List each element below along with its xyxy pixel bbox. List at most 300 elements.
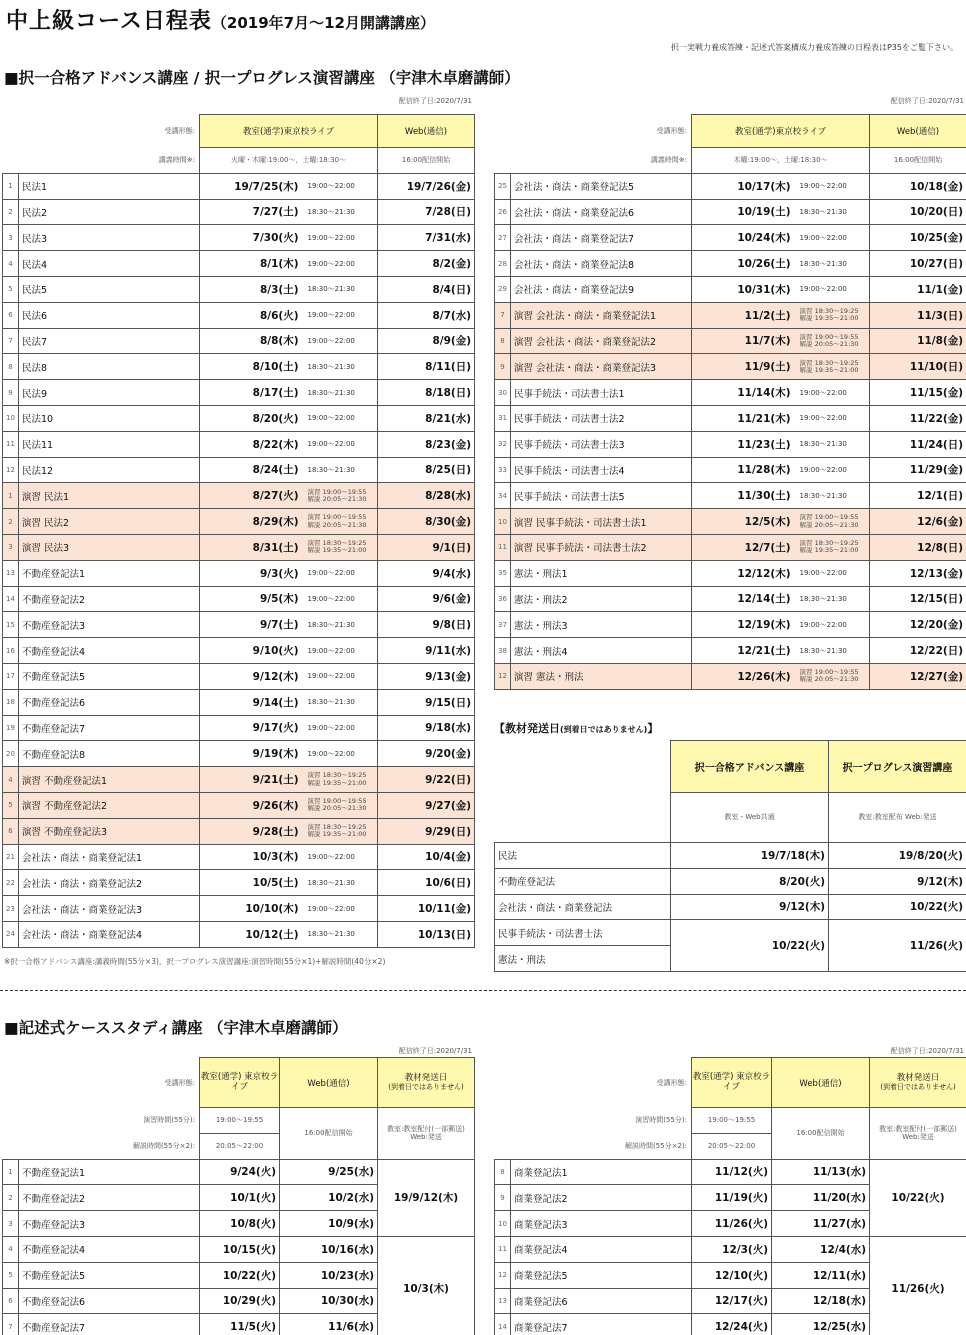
class-date: 11/14(木) <box>692 380 794 406</box>
class-time: 演習 18:30～19:25 解説 19:35～21:00 <box>794 354 870 380</box>
lecture-name: 憲法・刑法1 <box>511 560 692 586</box>
dist-end-right: 配信終了日:2020/7/31 <box>890 97 964 105</box>
row-number: 4 <box>3 1236 19 1262</box>
class-time: 18:30～21:30 <box>302 380 378 406</box>
table-row <box>3 560 475 586</box>
class-time: 19:00～22:00 <box>302 715 378 741</box>
class-date: 7/27(土) <box>200 199 302 225</box>
class-time: 18:30～21:30 <box>302 457 378 483</box>
lecture-name: 演習 会社法・商法・商業登記法3 <box>511 354 692 380</box>
class-date: 11/2(土) <box>692 302 794 328</box>
table-row <box>3 534 475 560</box>
row-number: 29 <box>495 276 511 302</box>
web-date: 8/2(金) <box>378 251 475 277</box>
row-number: 9 <box>3 380 19 406</box>
class-date: 12/3(火) <box>692 1236 772 1262</box>
row-number: 3 <box>3 1211 19 1237</box>
table-row <box>495 483 966 509</box>
table-row <box>495 405 966 431</box>
web-date: 8/28(水) <box>378 483 475 509</box>
class-date: 8/8(木) <box>200 328 302 354</box>
web-date: 12/18(水) <box>772 1288 870 1314</box>
section2-heading: ■記述式ケーススタディ講座 （宇津木卓磨講師） <box>4 1019 348 1037</box>
label-time: 講義時間※: <box>511 148 692 174</box>
web-date: 8/11(日) <box>378 354 475 380</box>
mat-col2: 択一プログレス演習講座 <box>829 741 966 793</box>
table-row <box>3 302 475 328</box>
class-time: 18:30～21:30 <box>794 251 870 277</box>
col-class-header: 教室(通学)東京校ライブ <box>200 115 378 148</box>
row-number: 14 <box>495 1314 511 1335</box>
web-date: 8/30(金) <box>378 509 475 535</box>
class-date: 12/24(火) <box>692 1314 772 1335</box>
web-date: 11/6(水) <box>280 1314 378 1335</box>
class-time: 18:30～21:30 <box>302 612 378 638</box>
class-date: 10/3(木) <box>200 844 302 870</box>
class-date: 9/12(木) <box>200 663 302 689</box>
row-number: 16 <box>3 638 19 664</box>
table-row <box>3 689 475 715</box>
table-row <box>3 225 475 251</box>
col-web-header: Web(通信) <box>870 115 966 148</box>
table-row <box>495 638 966 664</box>
row-number: 19 <box>3 715 19 741</box>
col-web-header: Web(通信) <box>378 115 475 148</box>
class-time: 19:00～22:00 <box>302 173 378 199</box>
web-date: 8/21(水) <box>378 405 475 431</box>
table-row <box>3 457 475 483</box>
col-mat-header: 教材発送日 (到着日ではありません) <box>378 1058 475 1108</box>
lecture-name: 民事手続法・司法書士法2 <box>511 405 692 431</box>
table-row <box>495 173 966 199</box>
table-row <box>3 328 475 354</box>
class-date: 9/14(土) <box>200 689 302 715</box>
table-row <box>3 483 475 509</box>
row-number: 9 <box>495 354 511 380</box>
class-time: 木曜:19:00～，土曜:18:30～ <box>692 148 870 174</box>
lecture-name: 民法3 <box>19 225 200 251</box>
web-date: 10/23(水) <box>280 1262 378 1288</box>
lecture-name: 演習 民法1 <box>19 483 200 509</box>
class-time: 19:00～22:00 <box>302 405 378 431</box>
table-row <box>495 199 966 225</box>
row-number: 23 <box>3 896 19 922</box>
class-time: 18:30～21:30 <box>794 638 870 664</box>
web-date: 19/7/26(金) <box>378 173 475 199</box>
class-time: 演習 18:30～19:25 解説 19:35～21:00 <box>302 767 378 793</box>
lecture-name: 会社法・商法・商業登記法9 <box>511 276 692 302</box>
class-time: 18:30～21:30 <box>794 431 870 457</box>
row-number: 30 <box>495 380 511 406</box>
class-time: 演習 18:30～19:25 解説 19:35～21:00 <box>794 302 870 328</box>
lecture-name: 不動産登記法1 <box>19 1159 200 1185</box>
web-date: 10/18(金) <box>870 173 966 199</box>
row-number: 37 <box>495 612 511 638</box>
class-date: 9/28(土) <box>200 818 302 844</box>
row-number: 25 <box>495 173 511 199</box>
web-date: 10/25(金) <box>870 225 966 251</box>
lecture-name: 民法11 <box>19 431 200 457</box>
class-date: 10/26(土) <box>692 251 794 277</box>
col-class-header: 教室(通学) 東京校ライブ <box>200 1058 280 1108</box>
class-date: 11/23(土) <box>692 431 794 457</box>
row-number: 27 <box>495 225 511 251</box>
row-number: 10 <box>3 405 19 431</box>
lecture-name: 商業登記法2 <box>511 1185 692 1211</box>
class-date: 8/6(火) <box>200 302 302 328</box>
class-date: 11/28(木) <box>692 457 794 483</box>
lecture-name: 商業登記法7 <box>511 1314 692 1335</box>
class-time: 18:30～21:30 <box>302 689 378 715</box>
lecture-name: 会社法・商法・商業登記法4 <box>19 921 200 947</box>
mat-row-name: 憲法・刑法 <box>495 946 671 972</box>
class-time: 18:30～21:30 <box>302 276 378 302</box>
web-date: 12/8(日) <box>870 534 966 560</box>
class-time: 演習 19:00～19:55 解説 20:05～21:30 <box>302 483 378 509</box>
row-number: 5 <box>3 792 19 818</box>
class-time: 演習 19:00～19:55 解説 20:05～21:30 <box>794 509 870 535</box>
lecture-name: 演習 憲法・刑法 <box>511 663 692 689</box>
table-row <box>495 328 966 354</box>
class-date: 9/21(土) <box>200 767 302 793</box>
web-date: 9/20(金) <box>378 741 475 767</box>
lecture-name: 会社法・商法・商業登記法5 <box>511 173 692 199</box>
lecture-name: 民事手続法・司法書士法3 <box>511 431 692 457</box>
class-time: 演習 19:00～19:55 解説 20:05～21:30 <box>302 509 378 535</box>
lecture-name: 商業登記法5 <box>511 1262 692 1288</box>
row-number: 3 <box>3 225 19 251</box>
material-date: 19/9/12(木) <box>378 1159 475 1236</box>
table-row <box>3 1236 475 1262</box>
web-date: 11/8(金) <box>870 328 966 354</box>
class-time: 19:00～22:00 <box>794 173 870 199</box>
class-time: 演習 19:00～19:55 解説 20:05～21:30 <box>302 792 378 818</box>
table-row <box>3 870 475 896</box>
lecture-name: 民法9 <box>19 380 200 406</box>
row-number: 7 <box>495 302 511 328</box>
class-date: 19/7/25(木) <box>200 173 302 199</box>
row-number: 14 <box>3 586 19 612</box>
web-date: 12/13(金) <box>870 560 966 586</box>
table-row <box>3 715 475 741</box>
class-time: 19:00～22:00 <box>794 560 870 586</box>
row-number: 8 <box>495 1159 511 1185</box>
class-date: 8/22(木) <box>200 431 302 457</box>
class-time: 19:00～22:00 <box>794 405 870 431</box>
col-class-header: 教室(通学)東京校ライブ <box>692 115 870 148</box>
case-study-table-right: 受講形態: 教室(通学) 東京校ライブ Web(通信) 教材発送日 (到着日ではありません) 演習時間(55分): 19:00～19:55 16:00配信開始 教室:教室配付(一部郵送) Web:発送 解説時間(55分×2): 20:05～22:00 8 商業登記法1 11/12(火) 11/13(水) 10/22(火) 9 商業登記法2 11/19(火) 11/20(水) 10 商業登記法3 11/26(火) 11/27(水) 11 商業登記法4 12/3(火) 12/4(水) 11/26(火) 12 商業登記法5 12/10(火) 12/11(水) 13 商業登記法6 12/17(火) 12/18(水) 14 商業登記法7 12/24(火) 12/25(水) <box>494 1057 966 1335</box>
class-time: 19:00～22:00 <box>302 586 378 612</box>
col-web-header: Web(通信) <box>280 1058 378 1108</box>
class-date: 11/5(火) <box>200 1314 280 1335</box>
row-number: 33 <box>495 457 511 483</box>
lecture-name: 商業登記法1 <box>511 1159 692 1185</box>
lecture-name: 民法4 <box>19 251 200 277</box>
class-time: 19:00～22:00 <box>794 612 870 638</box>
class-date: 10/10(木) <box>200 896 302 922</box>
lecture-name: 民事手続法・司法書士法4 <box>511 457 692 483</box>
lecture-name: 憲法・刑法3 <box>511 612 692 638</box>
class-date: 10/15(火) <box>200 1236 280 1262</box>
class-date: 11/19(火) <box>692 1185 772 1211</box>
class-date: 9/5(木) <box>200 586 302 612</box>
lecture-name: 民法2 <box>19 199 200 225</box>
row-number: 10 <box>495 509 511 535</box>
lecture-name: 商業登記法6 <box>511 1288 692 1314</box>
class-date: 8/17(土) <box>200 380 302 406</box>
table-row <box>495 663 966 689</box>
lecture-name: 会社法・商法・商業登記法8 <box>511 251 692 277</box>
lecture-name: 演習 民法2 <box>19 509 200 535</box>
table-row <box>495 1236 966 1262</box>
row-number: 1 <box>3 173 19 199</box>
class-time: 19:00～22:00 <box>302 844 378 870</box>
web-date: 12/22(日) <box>870 638 966 664</box>
class-date: 9/3(火) <box>200 560 302 586</box>
class-time: 19:00～22:00 <box>302 638 378 664</box>
mat-col1-sub: 教室・Web共通 <box>671 793 829 843</box>
lecture-name: 演習 不動産登記法1 <box>19 767 200 793</box>
row-number: 13 <box>495 1288 511 1314</box>
table-row <box>3 638 475 664</box>
lecture-name: 演習 民事手続法・司法書士法2 <box>511 534 692 560</box>
row-number: 8 <box>3 354 19 380</box>
web-date: 10/9(水) <box>280 1211 378 1237</box>
class-time: 19:00～22:00 <box>302 560 378 586</box>
row-number: 32 <box>495 431 511 457</box>
class-date: 8/27(火) <box>200 483 302 509</box>
row-number: 21 <box>3 844 19 870</box>
dist-end-right: 配信終了日:2020/7/31 <box>890 1047 964 1055</box>
web-date: 8/25(日) <box>378 457 475 483</box>
web-date: 8/4(日) <box>378 276 475 302</box>
lecture-name: 不動産登記法3 <box>19 1211 200 1237</box>
web-date: 9/8(日) <box>378 612 475 638</box>
web-date: 10/16(水) <box>280 1236 378 1262</box>
table-row <box>3 792 475 818</box>
class-date: 9/26(木) <box>200 792 302 818</box>
class-date: 9/24(火) <box>200 1159 280 1185</box>
lecture-name: 不動産登記法7 <box>19 715 200 741</box>
web-date: 11/24(日) <box>870 431 966 457</box>
class-time: 19:00～22:00 <box>794 225 870 251</box>
class-time: 演習 19:00～19:55 解説 20:05～21:30 <box>794 663 870 689</box>
page-title: 中上級コース日程表（2019年7月～12月開講講座） <box>6 9 435 34</box>
row-number: 24 <box>3 921 19 947</box>
class-date: 11/7(木) <box>692 328 794 354</box>
class-date: 8/24(土) <box>200 457 302 483</box>
class-date: 10/31(木) <box>692 276 794 302</box>
materials-table: 択一合格アドバンス講座 択一プログレス演習講座 教室・Web共通 教室:教室配布 Web:発送 民法 19/7/18(木) 19/8/20(火) 不動産登記法 8/20(火) 9/12(木) 会社法・商法・商業登記法 9/12(木) 10/22(火) 民事手続法・司法書士法 10/22(火) 11/26(火) 憲法・刑法 <box>494 740 966 972</box>
web-date: 11/10(日) <box>870 354 966 380</box>
web-date: 12/20(金) <box>870 612 966 638</box>
web-date: 9/13(金) <box>378 663 475 689</box>
class-date: 8/3(土) <box>200 276 302 302</box>
class-time: 19:00～22:00 <box>794 276 870 302</box>
lecture-name: 演習 不動産登記法2 <box>19 792 200 818</box>
table-row <box>3 354 475 380</box>
row-number: 8 <box>495 328 511 354</box>
class-time: 火曜・木曜:19:00～，土曜:18:30～ <box>200 148 378 174</box>
lecture-name: 演習 民法3 <box>19 534 200 560</box>
table-row <box>3 405 475 431</box>
table-row <box>495 534 966 560</box>
mat-col1: 択一合格アドバンス講座 <box>671 741 829 793</box>
class-date: 11/9(土) <box>692 354 794 380</box>
lecture-name: 商業登記法4 <box>511 1236 692 1262</box>
web-date: 12/25(水) <box>772 1314 870 1335</box>
row-number: 12 <box>495 1262 511 1288</box>
web-date: 9/15(日) <box>378 689 475 715</box>
schedule-table-right <box>494 114 966 690</box>
class-date: 10/24(木) <box>692 225 794 251</box>
class-date: 12/12(木) <box>692 560 794 586</box>
lecture-name: 民法7 <box>19 328 200 354</box>
class-date: 10/19(土) <box>692 199 794 225</box>
web-date: 11/20(水) <box>772 1185 870 1211</box>
lecture-name: 民法6 <box>19 302 200 328</box>
material-date: 10/3(木) <box>378 1236 475 1335</box>
class-time: 19:00～22:00 <box>302 302 378 328</box>
class-time: 19:00～22:00 <box>302 896 378 922</box>
web-date: 12/4(水) <box>772 1236 870 1262</box>
row-number: 6 <box>3 818 19 844</box>
class-date: 8/20(火) <box>200 405 302 431</box>
table-row <box>3 199 475 225</box>
row-number: 7 <box>3 328 19 354</box>
class-date: 8/10(土) <box>200 354 302 380</box>
lecture-name: 民法1 <box>19 173 200 199</box>
web-date: 10/2(水) <box>280 1185 378 1211</box>
table-row <box>495 276 966 302</box>
class-date: 11/30(土) <box>692 483 794 509</box>
lecture-name: 演習 不動産登記法3 <box>19 818 200 844</box>
mat-col2-sub: 教室:教室配布 Web:発送 <box>829 793 966 843</box>
class-date: 12/19(木) <box>692 612 794 638</box>
row-number: 22 <box>3 870 19 896</box>
class-time: 18:30～21:30 <box>794 586 870 612</box>
class-date: 10/5(土) <box>200 870 302 896</box>
row-number: 26 <box>495 199 511 225</box>
table-row <box>3 431 475 457</box>
class-time: 19:00～22:00 <box>302 431 378 457</box>
dist-end-left: 配信終了日:2020/7/31 <box>398 1047 472 1055</box>
schedule-table-left <box>2 114 475 948</box>
web-date: 9/18(水) <box>378 715 475 741</box>
case-study-table-left: 受講形態: 教室(通学) 東京校ライブ Web(通信) 教材発送日 (到着日ではありません) 演習時間(55分): 19:00～19:55 16:00配信開始 教室:教室配付(一部郵送) Web:発送 解説時間(55分×2): 20:05～22:00 1 不動産登記法1 9/24(火) 9/25(水) 19/9/12(木) 2 不動産登記法2 10/1(火) 10/2(水) 3 不動産登記法3 10/8(火) 10/9(水) 4 不動産登記法4 10/15(火) 10/16(水) 10/3(木) 5 不動産登記法5 10/22(火) 10/23(水) 6 不動産登記法6 10/29(火) 10/30(水) 7 不動産登記法7 11/5(火) 11/6(水) <box>2 1057 475 1335</box>
web-date: 12/27(金) <box>870 663 966 689</box>
lecture-name: 商業登記法3 <box>511 1211 692 1237</box>
web-date: 7/31(水) <box>378 225 475 251</box>
class-time: 19:00～22:00 <box>794 380 870 406</box>
web-date: 9/1(日) <box>378 534 475 560</box>
table-row <box>3 173 475 199</box>
material-date: 10/22(火) <box>870 1159 966 1236</box>
table-row <box>3 741 475 767</box>
row-number: 4 <box>3 251 19 277</box>
lecture-name: 不動産登記法7 <box>19 1314 200 1335</box>
table-row <box>3 844 475 870</box>
web-date: 9/25(水) <box>280 1159 378 1185</box>
lecture-name: 演習 民事手続法・司法書士法1 <box>511 509 692 535</box>
class-date: 7/30(火) <box>200 225 302 251</box>
lecture-name: 憲法・刑法4 <box>511 638 692 664</box>
web-date: 8/18(日) <box>378 380 475 406</box>
table-row <box>495 509 966 535</box>
class-time: 演習 18:30～19:25 解説 19:35～21:00 <box>302 534 378 560</box>
class-time: 18:30～21:30 <box>794 199 870 225</box>
lecture-name: 民法5 <box>19 276 200 302</box>
web-date: 12/6(金) <box>870 509 966 535</box>
class-date: 10/17(木) <box>692 173 794 199</box>
class-date: 12/17(火) <box>692 1288 772 1314</box>
web-date: 10/6(日) <box>378 870 475 896</box>
class-time: 18:30～21:30 <box>302 199 378 225</box>
lecture-name: 民法12 <box>19 457 200 483</box>
class-date: 10/1(火) <box>200 1185 280 1211</box>
table-row <box>3 1159 475 1185</box>
web-date: 8/23(金) <box>378 431 475 457</box>
class-date: 10/8(火) <box>200 1211 280 1237</box>
label-time: 講義時間※: <box>19 148 200 174</box>
row-number: 10 <box>495 1211 511 1237</box>
web-date: 12/11(水) <box>772 1262 870 1288</box>
row-number: 36 <box>495 586 511 612</box>
class-date: 9/19(木) <box>200 741 302 767</box>
section1-heading: ■択一合格アドバンス講座 / 択一プログレス演習講座 （宇津木卓磨講師） <box>4 69 520 87</box>
table-row <box>495 354 966 380</box>
web-time: 16:00配信開始 <box>870 148 966 174</box>
materials-title: 【教材発送日(到着日ではありません)】 <box>494 722 659 735</box>
lecture-name: 会社法・商法・商業登記法2 <box>19 870 200 896</box>
class-date: 12/21(土) <box>692 638 794 664</box>
web-date: 9/29(日) <box>378 818 475 844</box>
table-row <box>495 560 966 586</box>
mat-row-name: 会社法・商法・商業登記法 <box>495 894 671 920</box>
label-form: 受講形態: <box>511 115 692 148</box>
col-web-header: Web(通信) <box>772 1058 870 1108</box>
row-number: 38 <box>495 638 511 664</box>
footnote: ※択一合格アドバンス講座:講義時間(55分×3)，択一プログレス演習講座:演習時間(55分×1)+解説時間(40分×2) <box>4 957 386 966</box>
web-date: 10/11(金) <box>378 896 475 922</box>
class-time: 19:00～22:00 <box>302 225 378 251</box>
web-date: 11/29(金) <box>870 457 966 483</box>
class-date: 8/31(土) <box>200 534 302 560</box>
col-class-header: 教室(通学) 東京校ライブ <box>692 1058 772 1108</box>
class-time: 演習 18:30～19:25 解説 19:35～21:00 <box>794 534 870 560</box>
class-date: 12/10(火) <box>692 1262 772 1288</box>
table-row <box>3 276 475 302</box>
class-date: 12/14(土) <box>692 586 794 612</box>
class-time: 18:30～21:30 <box>302 870 378 896</box>
table-row <box>495 302 966 328</box>
dist-end-left: 配信終了日:2020/7/31 <box>398 97 472 105</box>
table-row <box>3 509 475 535</box>
class-time: 19:00～22:00 <box>302 328 378 354</box>
lecture-name: 不動産登記法1 <box>19 560 200 586</box>
row-number: 9 <box>495 1185 511 1211</box>
class-date: 11/26(火) <box>692 1211 772 1237</box>
table-row <box>3 921 475 947</box>
web-date: 10/13(日) <box>378 921 475 947</box>
row-number: 4 <box>3 767 19 793</box>
class-date: 10/12(土) <box>200 921 302 947</box>
web-date: 11/1(金) <box>870 276 966 302</box>
class-date: 10/22(火) <box>200 1262 280 1288</box>
lecture-name: 不動産登記法6 <box>19 689 200 715</box>
lecture-name: 不動産登記法5 <box>19 1262 200 1288</box>
row-number: 2 <box>3 199 19 225</box>
